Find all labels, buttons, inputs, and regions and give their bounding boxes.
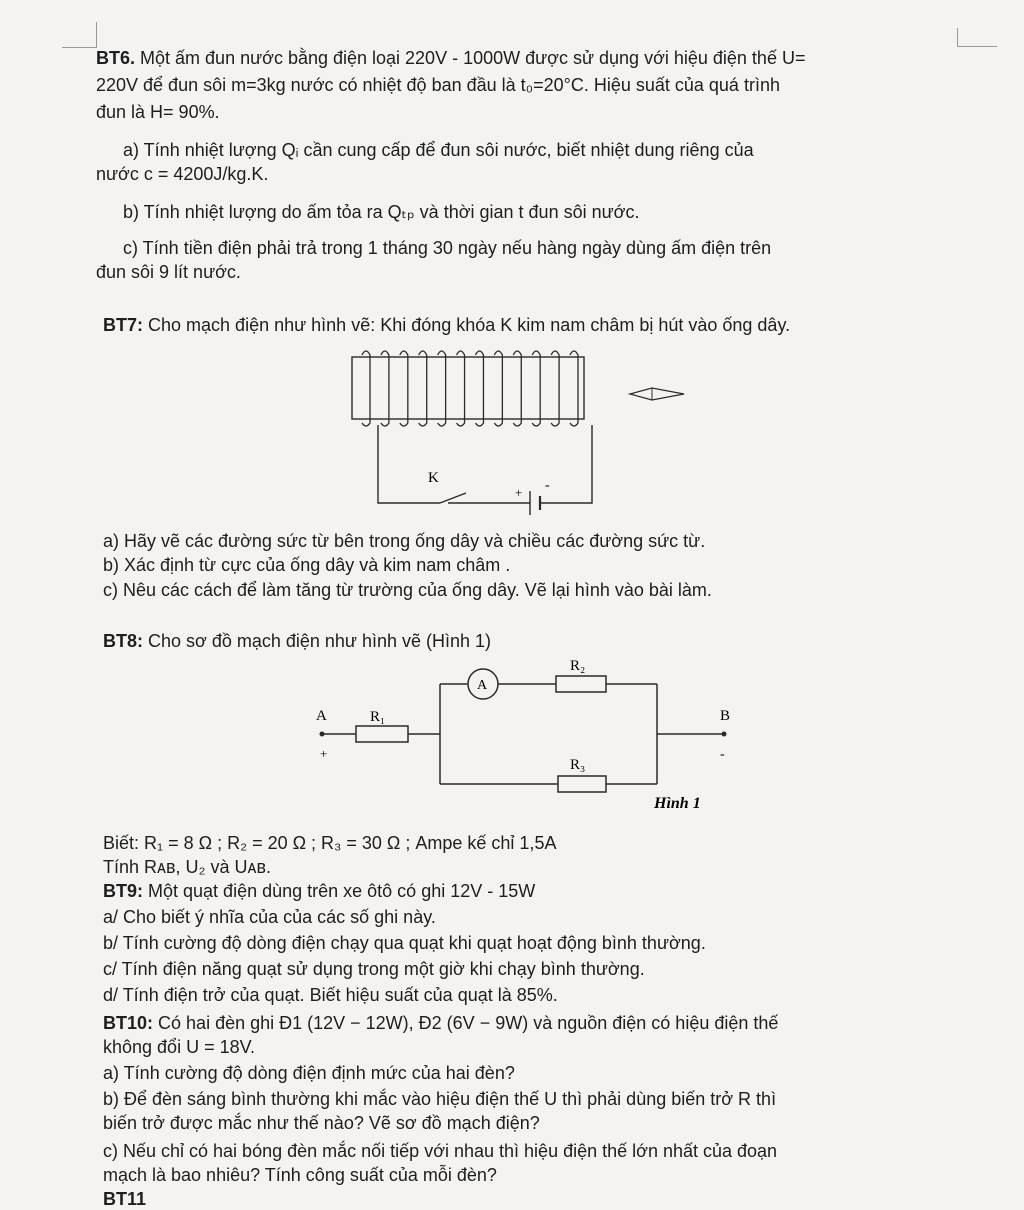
bt8-find: Tính Rᴀʙ, U₂ và Uᴀʙ. <box>103 857 272 877</box>
bt6-label: BT6. <box>96 48 136 68</box>
bt9-b: b/ Tính cường độ dòng điện chạy qua quạt khi quạt hoạt động bình thường. <box>103 933 706 953</box>
coil-turn <box>494 351 502 426</box>
bt7-line-1: BT7: Cho mạch điện như hình vẽ: Khi đóng khóa K kim nam châm bị hút vào ống dây. <box>103 315 791 335</box>
bt6-c-line-2: đun sôi 9 lít nước. <box>96 262 241 282</box>
bt6-c-line-1: c) Tính tiền điện phải trả trong 1 tháng 30 ngày nếu hàng ngày dùng ấm điện trên <box>123 238 772 258</box>
node-b-minus: - <box>720 747 725 762</box>
node-a-plus: + <box>320 746 328 761</box>
coil-turn <box>551 351 559 426</box>
r1-label: R₁ <box>370 709 386 725</box>
bt6-line-2: 220V để đun sôi m=3kg nước có nhiệt độ ban đầu là t₀=20°C. Hiệu suất của quá trình <box>96 75 780 95</box>
crop-mark-top-left <box>96 22 97 48</box>
bt9-line-1: BT9: Một quạt điện dùng trên xe ôtô có ghi 12V - 15W <box>103 881 536 901</box>
bt6-line-3: đun là H= 90%. <box>96 102 220 122</box>
bt10-a: a) Tính cường độ dòng điện định mức của hai đèn? <box>103 1063 515 1083</box>
crop-mark-top-right <box>957 28 958 46</box>
resistor-r2 <box>556 676 606 692</box>
bt6-line-1: BT6. Một ấm đun nước bằng điện loại 220V - 1000W được sử dụng với hiệu điện thế U= <box>96 48 806 68</box>
coil-turn <box>438 351 446 426</box>
solenoid-coil <box>362 351 578 426</box>
bt10-c-line-1: c) Nếu chỉ có hai bóng đèn mắc nối tiếp với nhau thì hiệu điện thế lớn nhất của đoạn <box>103 1141 778 1161</box>
bt7-a: a) Hãy vẽ các đường sức từ bên trong ống dây và chiều các đường sức từ. <box>103 531 706 551</box>
node-b-dot <box>722 732 727 737</box>
resistor-r1 <box>356 726 408 742</box>
bt8-given: Biết: R₁ = 8 Ω ; R₂ = 20 Ω ; R₃ = 30 Ω ; Ampe kế chỉ 1,5A <box>103 833 557 853</box>
crop-mark-top-right-h <box>957 46 997 47</box>
node-b-label: B <box>720 708 731 724</box>
ammeter-label: A <box>477 678 488 693</box>
bt8-circuit-figure <box>300 650 760 820</box>
r3-label: R₃ <box>570 757 586 773</box>
switch-k-label: K <box>428 470 439 486</box>
bt7-label: BT7: <box>103 315 143 335</box>
coil-turn <box>513 351 521 426</box>
switch-k <box>440 493 466 503</box>
node-a-dot <box>320 732 325 737</box>
bt7-solenoid-figure <box>340 345 720 515</box>
bt8-label: BT8: <box>103 631 143 651</box>
coil-turn <box>457 351 465 426</box>
wire-left <box>378 425 440 503</box>
figure-caption: Hình 1 <box>654 795 701 812</box>
coil-turn <box>532 351 540 426</box>
bt10-line-1: BT10: Có hai đèn ghi Đ1 (12V − 12W), Đ2 (6V − 9W) và nguồn điện có hiệu điện thế <box>103 1013 779 1033</box>
node-a-label: A <box>316 708 327 724</box>
r2-label: R₂ <box>570 658 586 674</box>
bt9-label: BT9: <box>103 881 143 901</box>
magnet-needle <box>630 388 684 400</box>
coil-turn <box>475 351 483 426</box>
coil-turn <box>400 351 408 426</box>
bt6-a-line-2: nước c = 4200J/kg.K. <box>96 164 269 184</box>
bt7-c: c) Nêu các cách để làm tăng từ trường của ống dây. Vẽ lại hình vào bài làm. <box>103 580 712 600</box>
battery-minus: - <box>545 478 550 493</box>
bt6-a-line-1: a) Tính nhiệt lượng Qᵢ cần cung cấp để đun sôi nước, biết nhiệt dung riêng của <box>123 140 754 160</box>
bt10-label: BT10: <box>103 1013 154 1033</box>
resistor-r3 <box>558 776 606 792</box>
bt10-b-line-1: b) Để đèn sáng bình thường khi mắc vào hiệu điện thế U thì phải dùng biến trở R thì <box>103 1089 777 1109</box>
coil-turn <box>419 351 427 426</box>
bt6-b: b) Tính nhiệt lượng do ấm tỏa ra Qₜₚ và thời gian t đun sôi nước. <box>123 202 640 222</box>
bt9-d: d/ Tính điện trở của quạt. Biết hiệu suất của quạt là 85%. <box>103 985 558 1005</box>
coil-turn <box>570 351 578 426</box>
coil-turn <box>362 351 370 426</box>
bt9-a: a/ Cho biết ý nhĩa của của các số ghi này. <box>103 907 436 927</box>
solenoid-core <box>352 357 584 419</box>
bt8-line-1: BT8: Cho sơ đồ mạch điện như hình vẽ (Hình 1) <box>103 631 492 651</box>
bt11-label: BT11 <box>103 1189 147 1209</box>
bt10-c-line-2: mạch là bao nhiêu? Tính công suất của mỗi đèn? <box>103 1165 497 1185</box>
coil-turn <box>381 351 389 426</box>
battery-plus: + <box>515 485 523 500</box>
crop-mark-top-left-h <box>62 47 96 48</box>
bt10-line-2: không đổi U = 18V. <box>103 1037 255 1057</box>
bt10-b-line-2: biến trở được mắc như thế nào? Vẽ sơ đồ mạch điện? <box>103 1113 540 1133</box>
bt9-c: c/ Tính điện năng quạt sử dụng trong một giờ khi chạy bình thường. <box>103 959 645 979</box>
bt7-b: b) Xác định từ cực của ống dây và kim nam châm . <box>103 555 511 575</box>
